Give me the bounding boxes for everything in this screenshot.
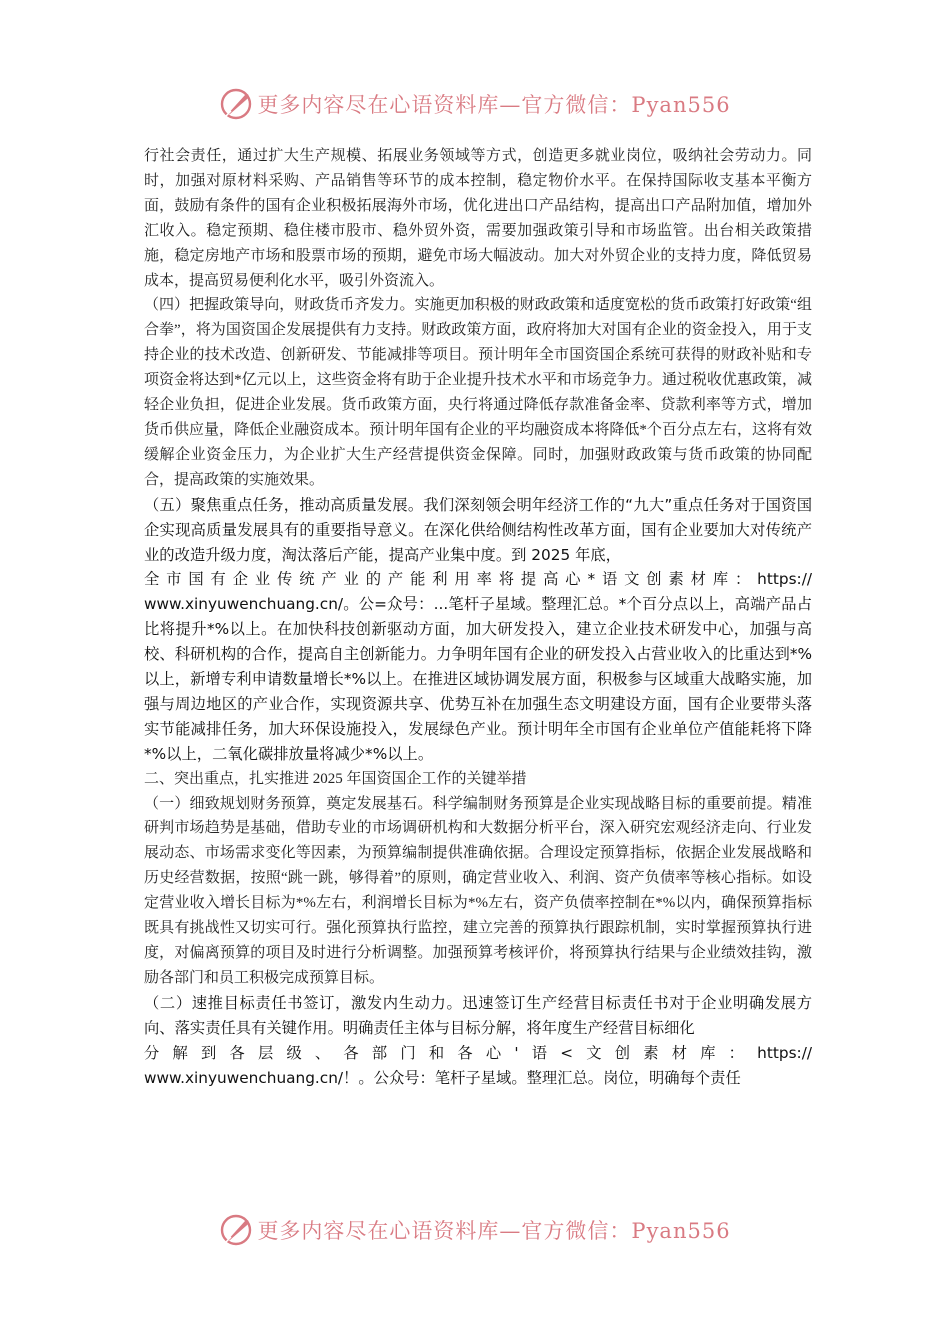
paragraph-key-tasks	[144, 493, 812, 767]
paragraph-responsibility-part-b: 分解到各层级、各部门和各心'语<文创素材库：https://	[144, 1043, 812, 1062]
paragraph-responsibility-part-c: www.xinyuwenchuang.cn/！。公众号：笔杆子星域。整理汇总。岗位，明确每个责任	[144, 1068, 741, 1087]
section-heading-key-measures: 二、突出重点，扎实推进 2025 年国资国企工作的关键举措	[144, 770, 527, 787]
paragraph-responsibility-part-a: （二）速推目标责任书签订，激发内生动力。迅速签订生产经营目标责任书对于企业明确发展方向、落实责任具有关键作用。明确责任主体与目标分解，将年度生产经营目标细化	[144, 993, 812, 1037]
footer-banner	[0, 1210, 950, 1250]
paragraph-key-tasks-part-a: （五）聚焦重点任务，推动高质量发展。我们深刻领会明年经济工作的“九大”重点任务对于国资国企实现高质量发展具有的重要指导意义。在深化供给侧结构性改革方面，国有企业要加大对传统产业的改造升级力度，淘汰落后产能，提高产业集中度。到 2025 年底，	[144, 495, 812, 564]
paragraph-financial-budget: （一）细致规划财务预算，奠定发展基石。科学编制财务预算是企业实现战略目标的重要前提。精准研判市场趋势是基础，借助专业的市场调研机构和大数据分析平台，深入研究宏观经济走向、行业发展动态、市场需求变化等因素，为预算编制提供准确依据。合理设定预算指标，依据企业发展战略和历史经营数据，按照“跳一跳，够得着”的原则，确定营业收入、利润、资产负债率等核心指标。如设定营业收入增长目标为*%左右，利润增长目标为*%左右，资产负债率控制在*%以内，确保预算指标既具有挑战性又切实可行。强化预算执行监控，建立完善的预算执行跟踪机制，实时掌握预算执行进度，对偏离预算的项目及时进行分析调整。加强预算考核评价，将预算执行结果与企业绩效挂钩，激励各部门和员工积极完成预算目标。	[144, 795, 812, 986]
quill-logo-icon	[219, 87, 253, 121]
document-body	[144, 144, 812, 1090]
quill-logo-icon	[219, 1213, 253, 1247]
paragraph-key-tasks-part-c: www.xinyuwenchuang.cn/。公=众号：...笔杆子星域。整理汇总。*个百分点以上，高端产品占比将提升*%以上。在加快科技创新驱动方面，加大研发投入，建立企业技术研发中心，加强与高校、科研机构的合作，提高自主创新能力。力争明年国有企业的研发投入占营业收入的比重达到*%以上，新增专利申请数量增长*%以上。在推进区域协调发展方面，积极参与区域重大战略实施，加强与周边地区的产业合作，实现资源共享、优势互补在加强生态文明建设方面，国有企业要带头落实节能减排任务，加大环保设施投入，发展绿色产业。预计明年全市国有企业单位产值能耗将下降*%以上，二氧化碳排放量将减少*%以上。	[144, 595, 812, 763]
footer-banner-text: 更多内容尽在心语资料库—官方微信：Pyan556	[257, 1219, 731, 1243]
paragraph-policy-orientation: （四）把握政策导向，财政货币齐发力。实施更加积极的财政政策和适度宽松的货币政策打好政策“组合拳”，将为国资国企发展提供有力支持。财政政策方面，政府将加大对国有企业的资金投入，用于支持企业的技术改造、创新研发、节能减排等项目。预计明年全市国资国企系统可获得的财政补贴和专项资金将达到*亿元以上，这些资金将有助于企业提升技术水平和市场竞争力。通过税收优惠政策，减轻企业负担，促进企业发展。货币政策方面，央行将通过降低存款准备金率、贷款利率等方式，增加货币供应量，降低企业融资成本。预计明年国有企业的平均融资成本将降低*个百分点左右，这将有效缓解企业资金压力，为企业扩大生产经营提供资金保障。同时，加强财政政策与货币政策的协同配合，提高政策的实施效果。	[144, 297, 812, 488]
paragraph-key-tasks-part-b: 全市国有企业传统产业的产能利用率将提高心*语文创素材库：https://	[144, 570, 812, 589]
header-banner	[0, 84, 950, 124]
paragraph-employment: 行社会责任，通过扩大生产规模、拓展业务领域等方式，创造更多就业岗位，吸纳社会劳动力。同时，加强对原材料采购、产品销售等环节的成本控制，稳定物价水平。在保持国际收支基本平衡方面，鼓励有条件的国有企业积极拓展海外市场，优化进出口产品结构，提高出口产品附加值，增加外汇收入。稳定预期、稳住楼市股市、稳外贸外资，需要加强政策引导和市场监管。出台相关政策措施，稳定房地产市场和股票市场的预期，避免市场大幅波动。加大对外贸企业的支持力度，降低贸易成本，提高贸易便利化水平，吸引外资流入。	[144, 148, 812, 289]
header-banner-text: 更多内容尽在心语资料库—官方微信：Pyan556	[257, 93, 731, 117]
paragraph-responsibility-letter	[144, 991, 812, 1091]
